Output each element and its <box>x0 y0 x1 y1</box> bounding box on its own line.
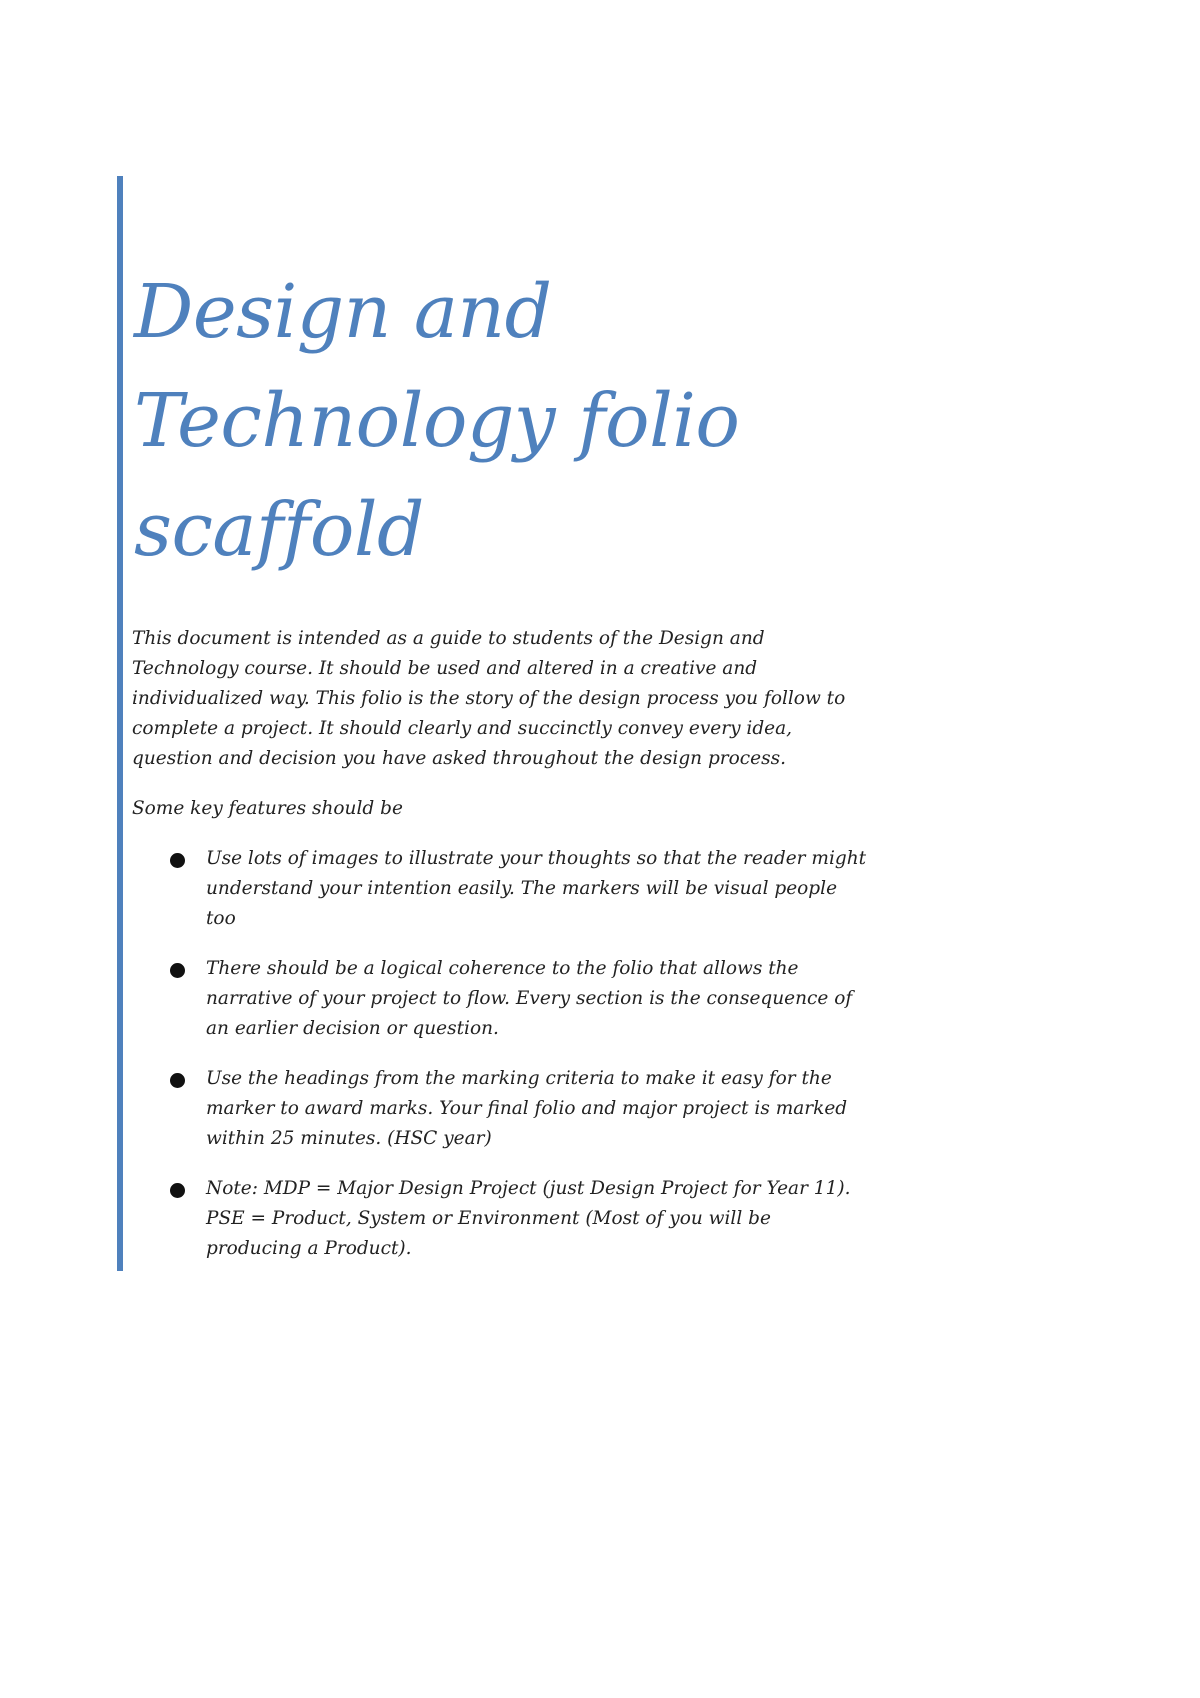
list-item-text: There should be a logical coherence to the folio that allows the narrative of your project to flow. Every section is the consequence of an earlier decision or question. <box>206 958 853 1039</box>
title-line-1: Design and <box>134 269 552 355</box>
list-item-text: Note: MDP = Major Design Project (just Design Project for Year 11). PSE = Product, System or Environment (Most of you will be producing a Product). <box>206 1178 851 1259</box>
bullet-icon <box>170 853 185 868</box>
accent-bar <box>117 176 123 1271</box>
title-line-2: Technology folio <box>134 378 740 464</box>
intro-paragraph: This document is intended as a guide to students of the Design and Technology course. It should be used and altered in a creative and individualized way. This folio is the story of the design process you follow to complete a project. It should clearly and succinctly convey every idea, question and decision you have asked throughout the design process. <box>132 628 846 769</box>
bullet-icon <box>170 1073 185 1088</box>
title-line-3: scaffold <box>134 487 424 573</box>
list-item <box>132 1174 872 1264</box>
list-item-text: Use lots of images to illustrate your thoughts so that the reader might understand your intention easily. The markers will be visual people too <box>206 848 867 929</box>
bullet-icon <box>170 1183 185 1198</box>
bullet-icon <box>170 963 185 978</box>
key-features-lead: Some key features should be <box>132 798 403 819</box>
list-item-text: Use the headings from the marking criteria to make it easy for the marker to award marks. Your final folio and major project is marked within 25 minutes. (HSC year) <box>206 1068 848 1149</box>
list-item <box>132 844 872 934</box>
key-features-list <box>132 844 872 1264</box>
list-item <box>132 1064 872 1154</box>
list-item <box>132 954 872 1044</box>
page-title <box>134 258 894 585</box>
body-content <box>132 624 872 1284</box>
